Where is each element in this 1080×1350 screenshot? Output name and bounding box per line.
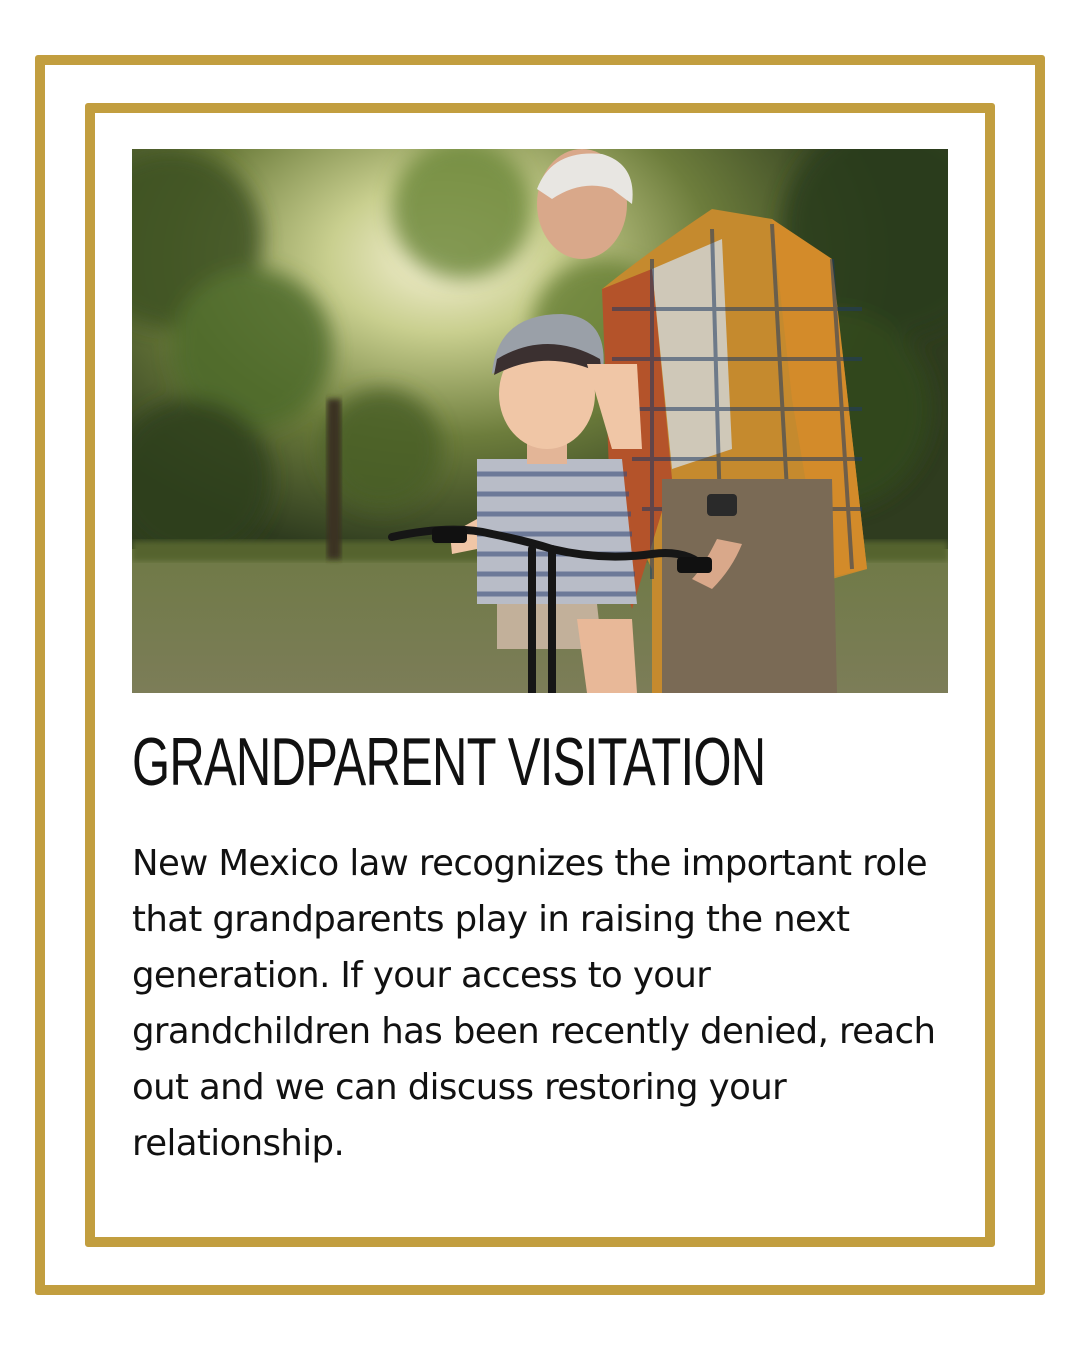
description-paragraph: New Mexico law recognizes the important role that grandparents play in raising the next generation. If your access to your grandchildren has been recently denied, reach out and we can discuss restoring your relationship. xyxy=(132,843,936,1164)
photo-illustration xyxy=(132,149,948,693)
page-title: GRANDPARENT VISITATION xyxy=(132,724,766,800)
hero-photo xyxy=(132,149,948,693)
